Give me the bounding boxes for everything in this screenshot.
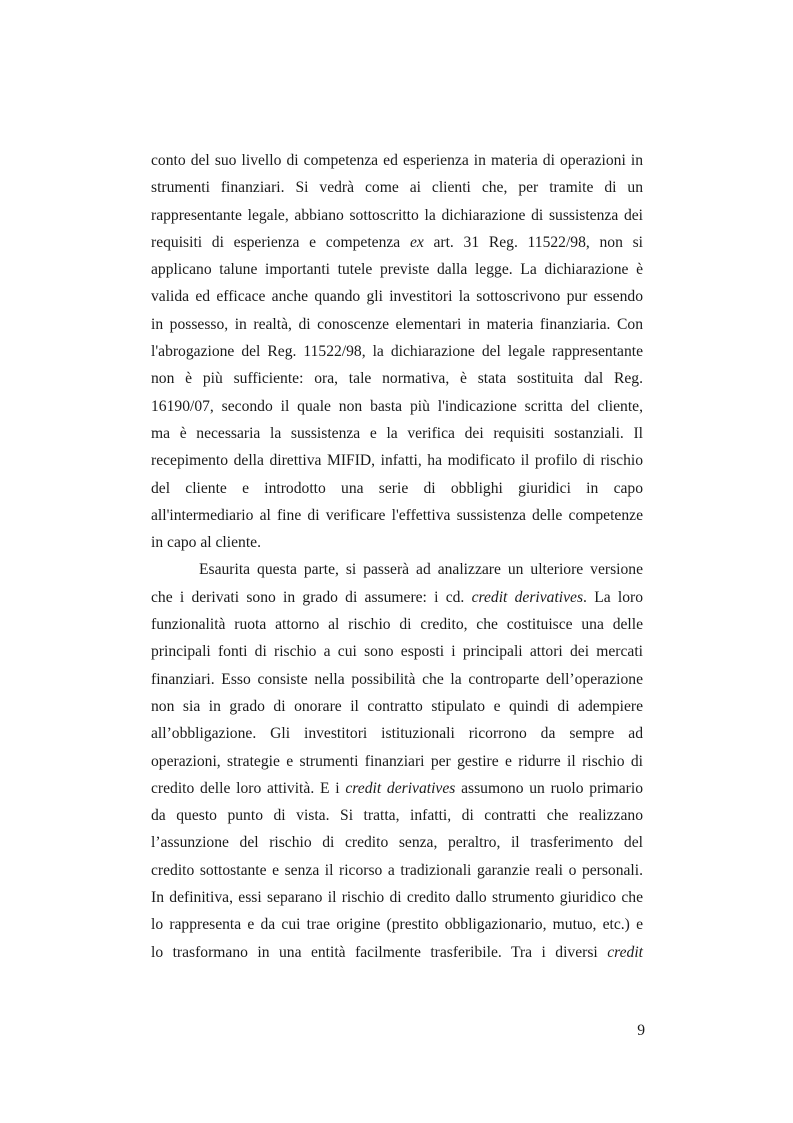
italic-term: ex: [409, 233, 424, 251]
text-span: che i derivati sono in grado di assumere: i cd.: [151, 588, 472, 606]
text-line: lo rappresenta e da cui trae origine (prestito obbligazionario, mutuo, etc.) e: [151, 916, 643, 934]
text-span: credito delle loro attività. E i: [151, 779, 346, 797]
page-number: 9: [637, 1022, 645, 1039]
paragraph-2: [151, 556, 643, 965]
text-line: applicano talune importanti tutele previste dalla legge. La dichiarazione è: [151, 261, 643, 279]
text-line: 16190/07, secondo il quale non basta più l'indicazione scritta del cliente,: [151, 397, 643, 415]
body-text: [151, 147, 643, 966]
text-line: l’assunzione del rischio di credito senza, peraltro, il trasferimento del: [151, 834, 643, 852]
text-line: credito sottostante e senza il ricorso a tradizionali garanzie reali o personali.: [151, 861, 643, 879]
italic-term: credit derivatives: [471, 588, 584, 606]
text-line: [151, 775, 643, 802]
text-line: all’obbligazione. Gli investitori istituzionali ricorrono da sempre ad: [151, 725, 643, 743]
text-line: rappresentante legale, abbiano sottoscritto la dichiarazione di sussistenza dei: [151, 206, 643, 224]
text-line: conto del suo livello di competenza ed esperienza in materia di operazioni in: [151, 152, 643, 169]
text-line: all'intermediario al fine di verificare l'effettiva sussistenza delle competenze: [151, 506, 643, 524]
text-line: funzionalità ruota attorno al rischio di credito, che costituisce una delle: [151, 616, 643, 634]
text-line: del cliente e introdotto una serie di obblighi giuridici in capo: [151, 479, 643, 497]
text-line: In definitiva, essi separano il rischio di credito dallo strumento giuridico che: [151, 889, 643, 907]
text-span: lo trasformano in una entità facilmente trasferibile. Tra i diversi: [151, 943, 608, 961]
text-line: da questo punto di vista. Si tratta, infatti, di contratti che realizzano: [151, 807, 643, 825]
text-line: recepimento della direttiva MIFID, infatti, ha modificato il profilo di rischio: [151, 452, 643, 470]
text-span: assumono un ruolo primario: [455, 779, 643, 797]
text-line: Esaurita questa parte, si passerà ad analizzare un ulteriore versione: [199, 561, 643, 579]
paragraph-1: [151, 147, 643, 556]
text-line: [151, 229, 643, 256]
text-line: operazioni, strategie e strumenti finanziari per gestire e ridurre il rischio di: [151, 752, 643, 770]
text-line: ma è necessaria la sussistenza e la verifica dei requisiti sostanziali. Il: [151, 424, 643, 442]
text-line: l'abrogazione del Reg. 11522/98, la dichiarazione del legale rappresentante: [151, 343, 643, 361]
text-line: [151, 584, 643, 611]
text-line: in capo al cliente.: [151, 534, 261, 552]
text-span: requisiti di esperienza e competenza: [151, 233, 410, 251]
text-span: art. 31 Reg. 11522/98, non si: [423, 233, 643, 251]
text-line: in possesso, in realtà, di conoscenze elementari in materia finanziaria. Con: [151, 315, 643, 333]
text-line: principali fonti di rischio a cui sono esposti i principali attori dei mercati: [151, 643, 643, 661]
text-line: valida ed efficace anche quando gli investitori la sottoscrivono pur essendo: [151, 288, 643, 306]
italic-term: credit: [607, 943, 643, 961]
text-line: non è più sufficiente: ora, tale normativa, è stata sostituita dal Reg.: [151, 370, 643, 388]
italic-term: credit derivatives: [345, 779, 456, 797]
text-line: non sia in grado di onorare il contratto stipulato e quindi di adempiere: [151, 697, 643, 715]
text-line: finanziari. Esso consiste nella possibilità che la controparte dell’operazione: [151, 670, 643, 688]
text-line: strumenti finanziari. Si vedrà come ai clienti che, per tramite di un: [151, 179, 643, 197]
text-span: . La loro: [583, 588, 644, 606]
text-line: [151, 939, 643, 966]
